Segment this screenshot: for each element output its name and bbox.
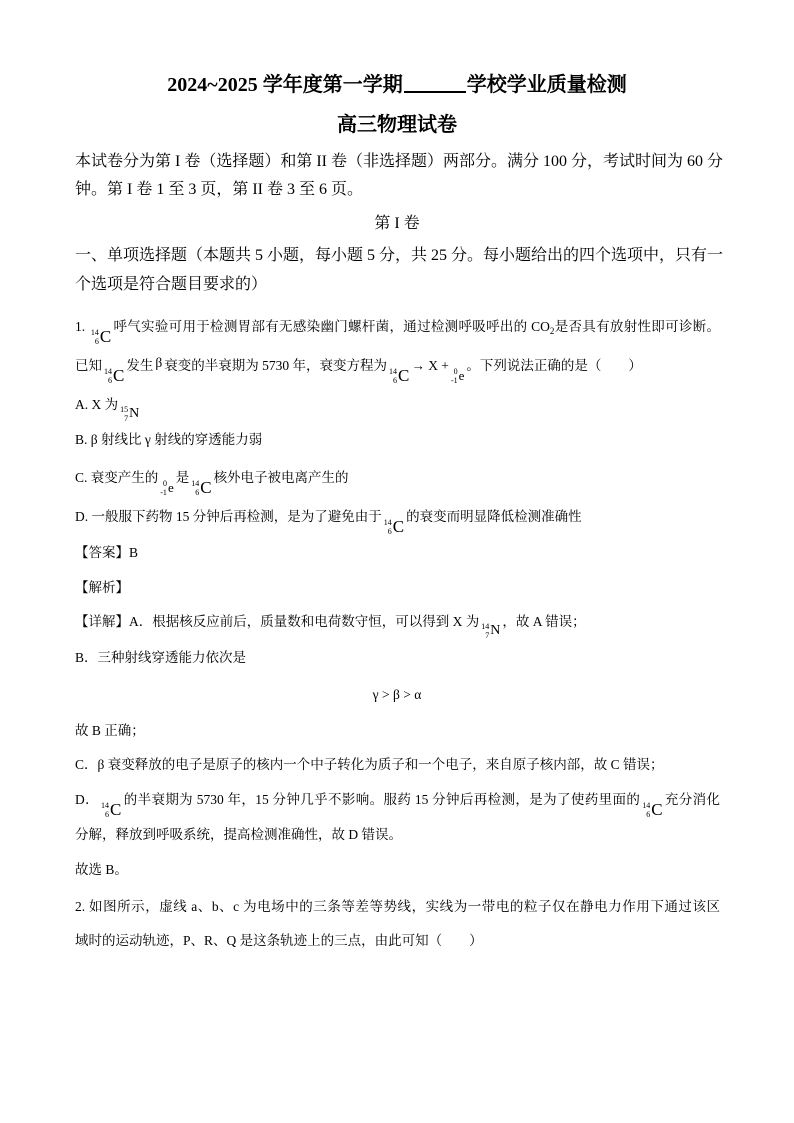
q1-answer: 【答案】B xyxy=(75,545,139,560)
nuclide-z: 7 xyxy=(124,414,129,423)
q1-stem-line-2 xyxy=(75,354,642,385)
exam-title-prefix: 2024~2025 学年度第一学期 xyxy=(167,74,403,96)
option-d-part-2: 的衰变而明显降低检测准确性 xyxy=(406,509,582,524)
nuclide-z: 6 xyxy=(105,810,109,819)
option-c-part-3: 核外电子被电离产生的 xyxy=(213,470,349,485)
nuclide-nitrogen-14 xyxy=(481,621,500,641)
nuclide-nitrogen-15 xyxy=(120,404,139,424)
q2-stem-line-2: 域时的运动轨迹，P、R、Q 是这条轨迹上的三点，由此可知（ ） xyxy=(75,933,483,948)
q1-final-choice: 故选 B。 xyxy=(75,862,128,877)
nuclide-z: -1 xyxy=(160,488,167,497)
nuclide-mass: 14 xyxy=(388,367,397,376)
intro-line-2: 钟。第 I 卷 1 至 3 页，第 II 卷 3 至 6 页。 xyxy=(75,181,363,198)
nuclide-carbon-14 xyxy=(91,327,111,347)
nuclide-mass: 14 xyxy=(90,328,99,337)
q1-known: 已知 xyxy=(75,358,102,373)
nuclide-mass: 15 xyxy=(120,405,129,414)
nuclide-electron xyxy=(160,478,173,498)
exam-subtitle: 高三物理试卷 xyxy=(337,114,457,136)
nuclide-symbol: e xyxy=(167,480,174,495)
q1-stem-line-1 xyxy=(75,315,721,346)
nuclide-symbol: C xyxy=(200,478,212,497)
nuclide-symbol: C xyxy=(392,517,405,536)
nuclide-carbon-14 xyxy=(191,478,211,498)
nuclide-symbol: C xyxy=(110,800,122,819)
detail-d-text-2: 充分消化 xyxy=(664,792,721,807)
nuclide-mass: 14 xyxy=(104,367,112,376)
q1-option-a xyxy=(75,393,141,423)
option-a-text: A. X 为 xyxy=(75,397,119,412)
penetration-formula: γ > β > α xyxy=(372,687,422,702)
nuclide-mass: 0 xyxy=(453,367,458,376)
q1-option-b: B. β 射线比 γ 射线的穿透能力弱 xyxy=(75,432,263,447)
q1-stem-tail: 是否具有放射性即可诊断。 xyxy=(554,319,721,334)
nuclide-z: -1 xyxy=(450,376,458,385)
nuclide-carbon-14 xyxy=(101,800,121,820)
nuclide-symbol: C xyxy=(397,366,410,385)
nuclide-carbon-14 xyxy=(642,800,662,820)
q1-option-c xyxy=(75,466,349,497)
q2-stem-line-1: 2. 如图所示，虚线 a、b、c 为电场中的三条等差等势线，实线为一带电的粒子仅在静电力作用下通过该区 xyxy=(75,899,720,914)
detail-a-text: 【详解】A．根据核反应前后，质量数和电荷数守恒，可以得到 X 为 xyxy=(75,614,480,629)
option-c-part-1: C. 衰变产生的 xyxy=(75,470,159,485)
section-heading-line-1: 一、单项选择题（本题共 5 小题，每小题 5 分，共 25 分。每小题给出的四个选项中，只有一 xyxy=(75,247,724,264)
option-c-part-2: 是 xyxy=(175,470,190,485)
nuclide-mass: 14 xyxy=(642,801,651,810)
nuclide-carbon-14 xyxy=(389,366,409,386)
option-d-part-1: D. 一般服下药物 15 分钟后再检测，是为了避免由于 xyxy=(75,509,382,524)
nuclide-symbol: e xyxy=(458,368,465,383)
nuclide-z: 7 xyxy=(485,631,490,640)
nuclide-z: 6 xyxy=(387,527,392,536)
q1-halflife-text: 衰变的半衰期为 5730 年，衰变方程为 xyxy=(164,358,387,373)
q1-stem-text: 呼气实验可用于检测胃部有无感染幽门螺杆菌，通过检测呼吸呼出的 CO xyxy=(113,319,550,334)
nuclide-z: 6 xyxy=(646,810,651,819)
detail-d-prefix: D． xyxy=(75,792,99,807)
nuclide-electron xyxy=(451,366,464,386)
nuclide-mass: 14 xyxy=(101,801,109,810)
beta-symbol: β xyxy=(155,355,163,370)
nuclide-symbol: N xyxy=(490,623,501,638)
nuclide-symbol: C xyxy=(651,800,663,819)
co2-subscript: 2 xyxy=(549,326,555,336)
q1-detail-c: C．β 衰变释放的电子是原子的核内一个中子转化为质子和一个电子，来自原子核内部，故 C 错误； xyxy=(75,757,664,772)
section-heading-line-2: 个选项是符合题目要求的） xyxy=(75,276,268,293)
nuclide-symbol: C xyxy=(99,327,112,346)
nuclide-mass: 0 xyxy=(162,479,167,488)
nuclide-mass: 14 xyxy=(383,518,392,527)
q1-detail-b: B．三种射线穿透能力依次是 xyxy=(75,650,247,665)
nuclide-z: 6 xyxy=(195,488,200,497)
volume-label: 第 I 卷 xyxy=(374,215,420,232)
nuclide-symbol: C xyxy=(113,366,125,385)
q1-detail-b-conclusion: 故 B 正确； xyxy=(75,723,145,738)
exam-title-suffix: 学校学业质量检测 xyxy=(466,74,627,96)
nuclide-z: 6 xyxy=(392,376,397,385)
q1-detail-a xyxy=(75,610,586,640)
q1-option-d xyxy=(75,505,582,536)
q1-analysis-label: 【解析】 xyxy=(75,580,129,595)
nuclide-carbon-14 xyxy=(104,366,124,386)
nuclide-mass: 14 xyxy=(191,479,200,488)
q1-detail-d-line-1 xyxy=(75,788,721,819)
detail-d-text-1: 的半衰期为 5730 年，15 分钟几乎不影响。服药 15 分钟后再检测，是为了使药里面的 xyxy=(123,792,641,807)
nuclide-z: 6 xyxy=(94,337,99,346)
q1-detail-d-line-2: 分解，释放到呼吸系统，提高检测准确性，故 D 错误。 xyxy=(75,827,402,842)
q1-question-tail: 。下列说法正确的是（ ） xyxy=(466,358,642,373)
detail-a-tail: ，故 A 错误； xyxy=(502,614,586,629)
exam-title xyxy=(0,73,794,97)
q1-occur: 发生 xyxy=(126,358,154,373)
intro-line-1: 本试卷分为第 I 卷（选择题）和第 II 卷（非选择题）两部分。满分 100 分，考试时间为 60 分 xyxy=(75,153,723,170)
school-name-blank xyxy=(404,73,466,93)
nuclide-carbon-14 xyxy=(384,517,404,537)
nuclide-symbol: N xyxy=(129,406,140,421)
nuclide-mass: 14 xyxy=(481,622,490,631)
q1-number: 1. xyxy=(75,319,86,334)
nuclide-z: 6 xyxy=(108,376,112,385)
decay-equation-middle: → X + xyxy=(411,358,449,373)
